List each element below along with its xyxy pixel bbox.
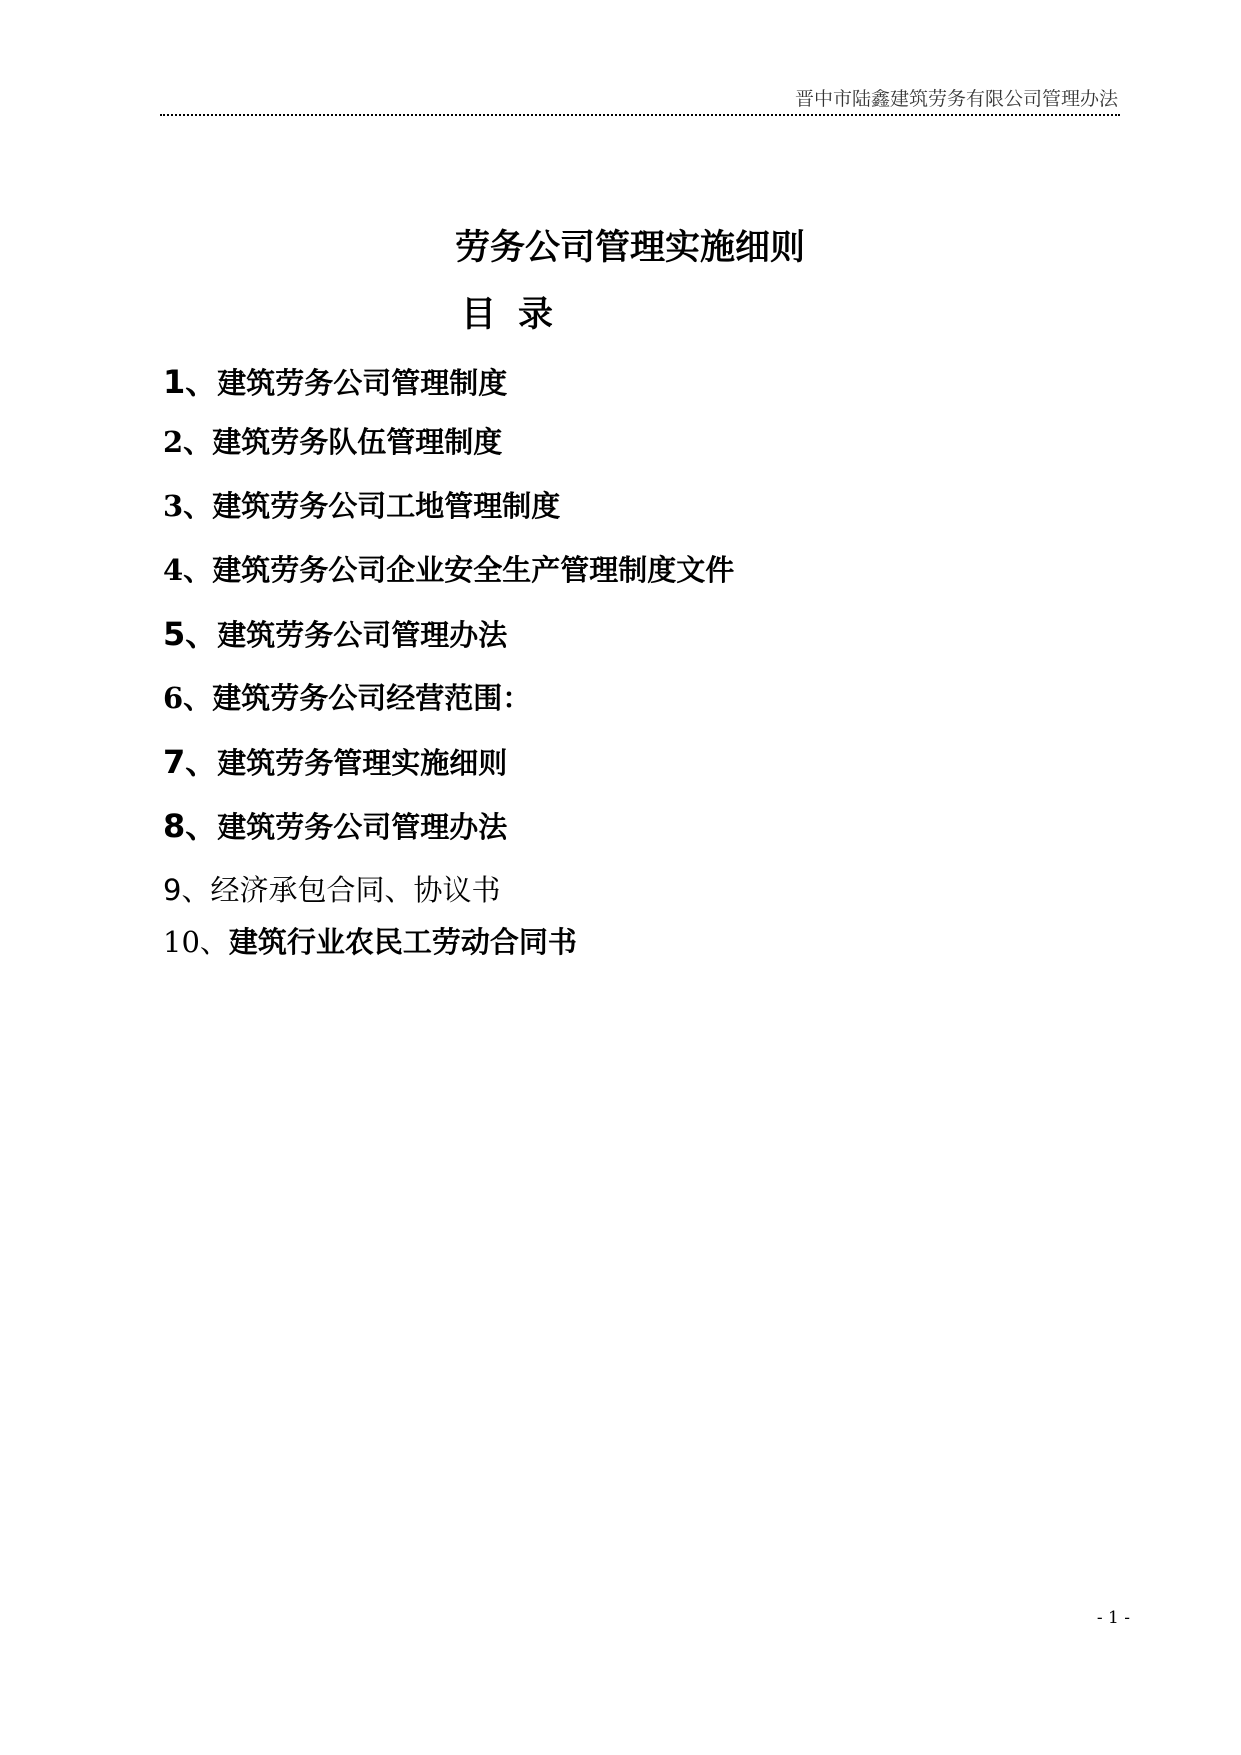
toc-item-text: 建筑劳务管理实施细则 xyxy=(217,746,508,780)
toc-item-number: 4、 xyxy=(163,553,213,587)
document-title: 劳务公司管理实施细则 xyxy=(454,228,805,268)
toc-item xyxy=(163,360,507,405)
toc-item-text: 建筑劳务公司管理办法 xyxy=(217,810,508,844)
toc-item-number: 2、 xyxy=(163,425,213,459)
toc-item xyxy=(163,804,507,849)
toc-item-text: 经济承包合同、协议书 xyxy=(210,873,501,907)
toc-heading: 目录 xyxy=(461,295,576,335)
toc-item-number: 3、 xyxy=(163,489,213,523)
toc-item xyxy=(163,420,502,464)
toc-item-number: 9、 xyxy=(163,873,211,907)
toc-item xyxy=(163,548,734,592)
toc-item xyxy=(163,740,507,785)
toc-item-text: 建筑劳务公司管理制度 xyxy=(217,366,508,400)
page-header xyxy=(160,84,1120,116)
toc-item-number: 10、 xyxy=(163,925,229,959)
toc-item-number: 7、 xyxy=(163,743,218,781)
toc-item xyxy=(163,676,531,720)
toc-item-text: 建筑劳务公司经营范围： xyxy=(212,681,532,715)
toc-item-text: 建筑劳务队伍管理制度 xyxy=(212,425,503,459)
toc-item xyxy=(163,612,507,657)
header-text: 晋中市陆鑫建筑劳务有限公司管理办法 xyxy=(794,88,1118,110)
toc-item-number: 6、 xyxy=(163,681,213,715)
toc-item-text: 建筑行业农民工劳动合同书 xyxy=(228,925,577,959)
toc-item-text: 建筑劳务公司工地管理制度 xyxy=(212,489,561,523)
toc-item-number: 1、 xyxy=(163,363,218,401)
page-number: - 1 - xyxy=(1096,1608,1130,1628)
toc-item-text: 建筑劳务公司管理办法 xyxy=(217,618,508,652)
toc-item-number: 5、 xyxy=(163,615,218,653)
toc-item-text: 建筑劳务公司企业安全生产管理制度文件 xyxy=(212,553,735,587)
toc-item xyxy=(163,920,577,964)
toc-item xyxy=(163,484,560,528)
toc-item-number: 8、 xyxy=(163,807,218,845)
toc-item xyxy=(163,868,500,912)
